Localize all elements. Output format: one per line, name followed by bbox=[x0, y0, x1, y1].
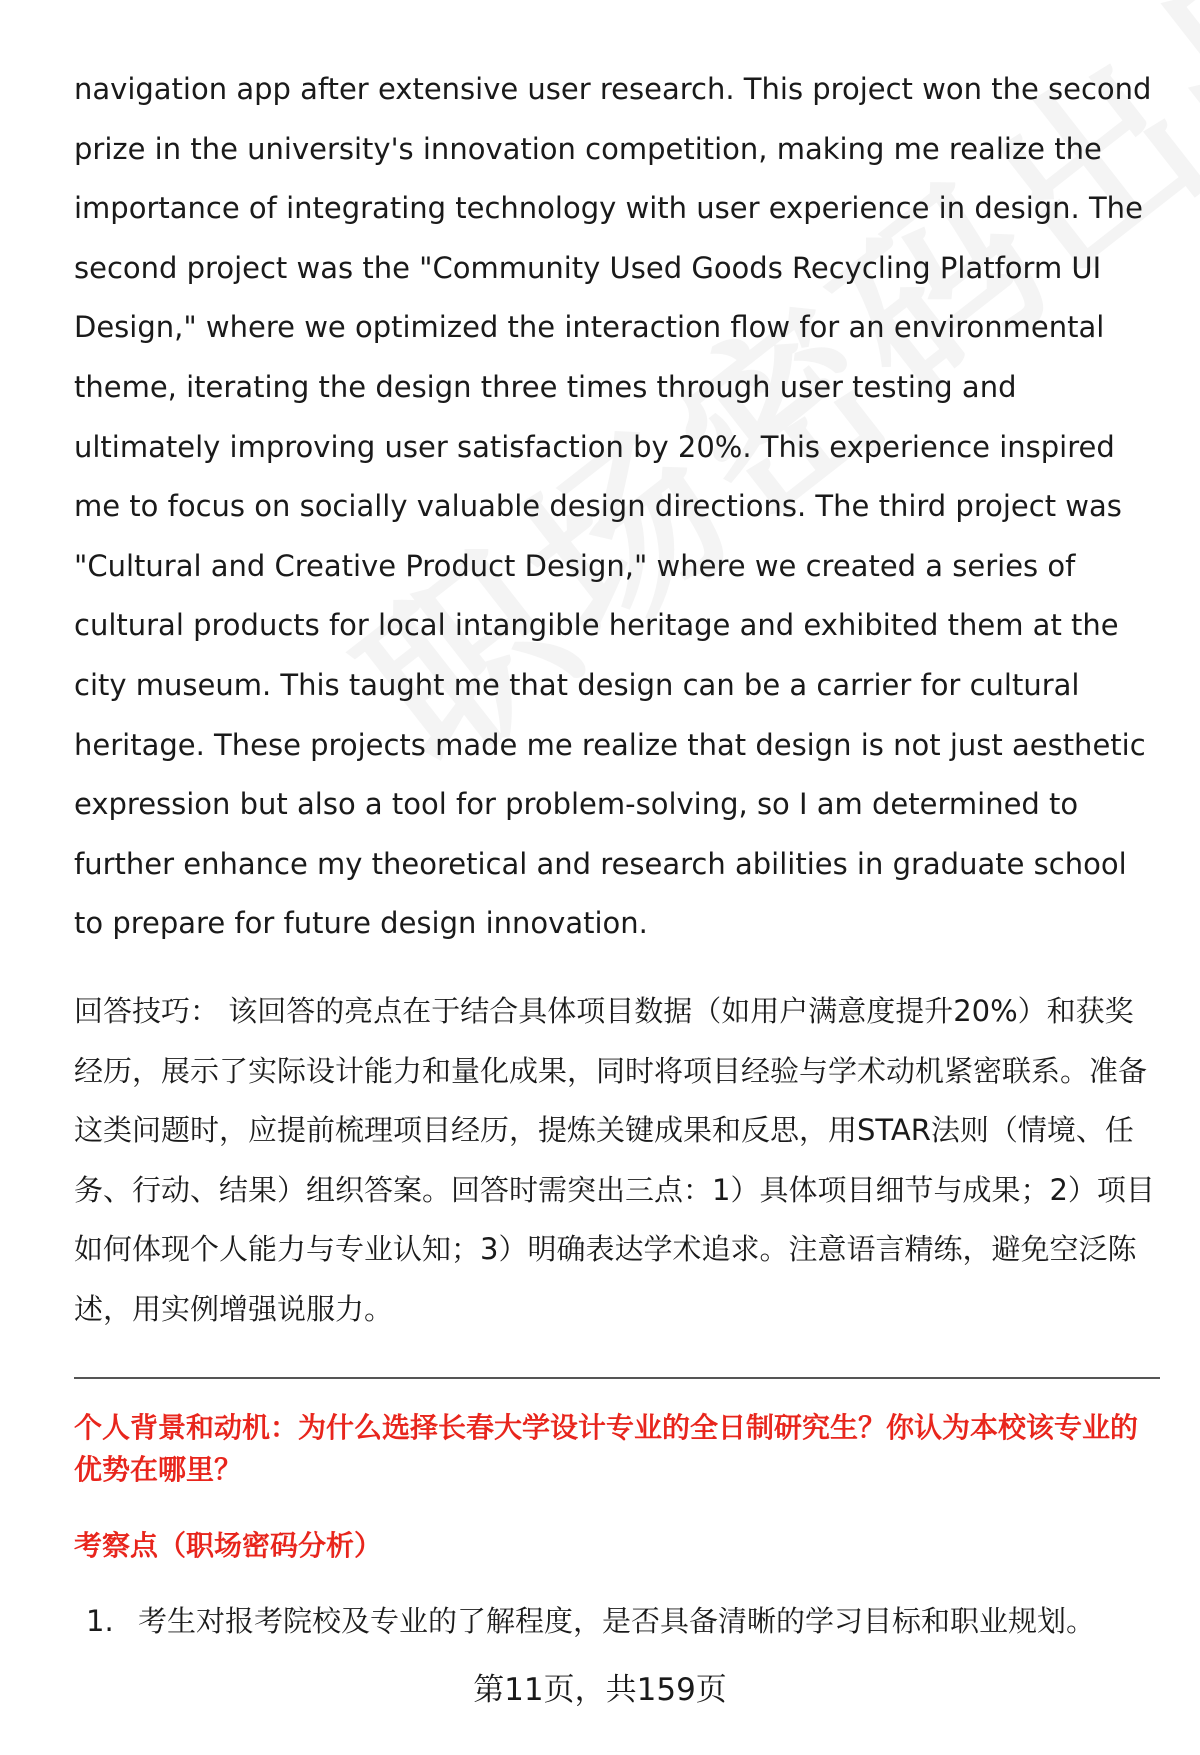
list-item-number: 1. bbox=[86, 1604, 114, 1639]
page-content bbox=[74, 60, 1160, 1649]
section-divider bbox=[74, 1377, 1160, 1379]
list-item-text: 考生对报考院校及专业的了解程度，是否具备清晰的学习目标和职业规划。 bbox=[138, 1604, 1096, 1639]
assessment-points-heading: 考察点（职场密码分析） bbox=[74, 1529, 383, 1563]
question-heading: 个人背景和动机：为什么选择长春大学设计专业的全日制研究生？你认为本校该专业的优势在哪里？ bbox=[74, 1411, 1139, 1487]
list-item bbox=[74, 1593, 1160, 1649]
answer-tips: 回答技巧： 该回答的亮点在于结合具体项目数据（如用户满意度提升20%）和获奖经历，展示了实际设计能力和量化成果，同时将项目经验与学术动机紧密联系。准备这类问题时，应提前梳理项目经历，提炼关键成果和反思，用STAR法则（情境、任务、行动、结果）组织答案。回答时需突出三点：1）具体项目细节与成果；2）项目如何体现个人能力与专业认知；3）明确表达学术追求。注意语言精练，避免空泛陈述，用实例增强说服力。 bbox=[74, 993, 1155, 1326]
assessment-points-list bbox=[74, 1593, 1160, 1649]
answer-paragraph: navigation app after extensive user research. This project won the second prize in the university's innovation competition, making me realize the importance of integrating technology with user experience in design. The second project was the "Community Used Goods Recycling Platform UI Design," where we optimized the interaction flow for an environmental theme, iterating the design three times through user testing and ultimately improving user satisfaction by 20%. This experience inspired me to focus on socially valuable design directions. The third project was "Cultural and Creative Product Design," where we created a series of cultural products for local intangible heritage and exhibited them at the city museum. This taught me that design can be a carrier for cultural heritage. These projects made me realize that design is not just aesthetic expression but also a tool for problem-solving, so I am determined to further enhance my theoretical and research abilities in graduate school to prepare for future design innovation. bbox=[74, 72, 1152, 941]
page-number: 第11页，共159页 bbox=[473, 1672, 727, 1708]
